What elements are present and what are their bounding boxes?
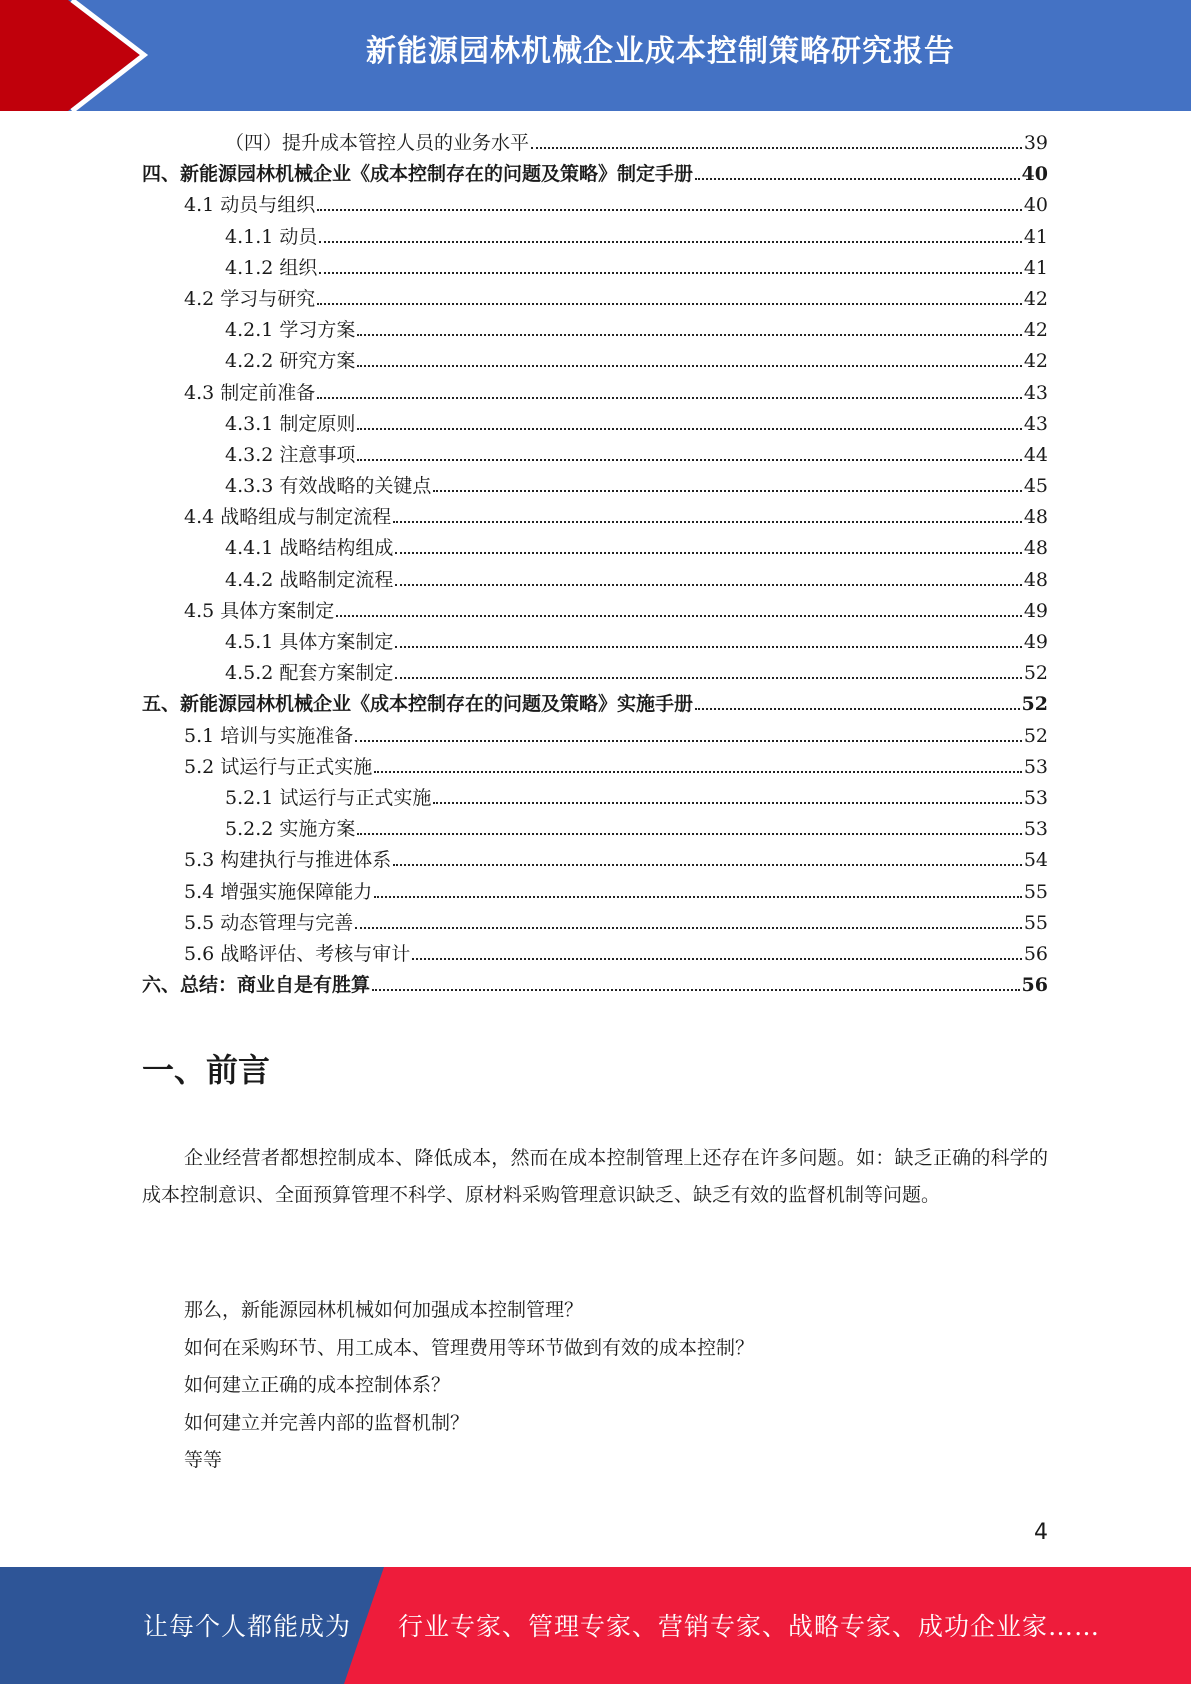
toc-entry-page: 42 [1023, 350, 1048, 373]
toc-leader-dots [433, 486, 1021, 492]
toc-entry[interactable] [142, 159, 1048, 190]
toc-leader-dots [319, 268, 1021, 274]
question-list [142, 1292, 1048, 1480]
toc-entry-title: 4.2.1 学习方案 [225, 319, 356, 342]
toc-leader-dots [317, 299, 1022, 305]
toc-entry[interactable] [142, 190, 1048, 221]
toc-entry-page: 41 [1023, 256, 1048, 279]
toc-leader-dots [531, 143, 1022, 149]
toc-entry-page: 43 [1023, 412, 1048, 435]
toc-entry-title: 5.2 试运行与正式实施 [184, 755, 373, 778]
question-line: 如何建立并完善内部的监督机制？ [184, 1411, 470, 1434]
toc-entry-title: 5.2.1 试运行与正式实施 [225, 786, 432, 809]
toc-entry[interactable] [142, 284, 1048, 315]
toc-entry[interactable] [142, 471, 1048, 502]
toc-entry-title: 4.2.2 研究方案 [225, 350, 356, 373]
toc-entry-page: 48 [1023, 568, 1048, 591]
toc-entry-title: 4.3 制定前准备 [184, 381, 316, 404]
question-line: 如何在采购环节、用工成本、管理费用等环节做到有效的成本控制？ [184, 1336, 755, 1359]
toc-entry-title: 4.5 具体方案制定 [184, 599, 335, 622]
toc-entry-page: 43 [1023, 381, 1048, 404]
toc-entry-title: 5.3 构建执行与推进体系 [184, 849, 392, 872]
toc-leader-dots [357, 455, 1021, 461]
toc-entry[interactable] [142, 440, 1048, 471]
toc-entry[interactable] [142, 814, 1048, 845]
toc-entry-title: 5.5 动态管理与完善 [184, 911, 354, 934]
toc-entry-title: 4.5.2 配套方案制定 [225, 662, 394, 685]
toc-entry-page: 40 [1021, 163, 1048, 186]
toc-leader-dots [319, 237, 1021, 243]
toc-entry[interactable] [142, 533, 1048, 564]
toc-entry-page: 54 [1023, 849, 1048, 872]
toc-entry-title: 五、新能源园林机械企业《成本控制存在的问题及策略》实施手册 [142, 693, 694, 716]
toc-entry-page: 42 [1023, 287, 1048, 310]
toc-entry-page: 53 [1023, 786, 1048, 809]
toc-entry-title: 4.1 动员与组织 [184, 194, 316, 217]
toc-entry[interactable] [142, 378, 1048, 409]
toc-entry[interactable] [142, 627, 1048, 658]
toc-entry-title: 4.4.1 战略结构组成 [225, 537, 394, 560]
toc-entry-page: 52 [1023, 662, 1048, 685]
toc-leader-dots [395, 548, 1021, 554]
toc-entry-title: 4.1.1 动员 [225, 225, 318, 248]
toc-entry[interactable] [142, 752, 1048, 783]
toc-leader-dots [317, 393, 1022, 399]
page-header [0, 0, 1191, 111]
question-line: 如何建立正确的成本控制体系？ [184, 1374, 451, 1396]
toc-leader-dots [395, 673, 1021, 679]
toc-entry-title: 六、总结：商业自是有胜算 [142, 974, 371, 997]
question-line: 等等 [184, 1449, 223, 1471]
toc-entry-page: 44 [1023, 443, 1048, 466]
toc-entry-page: 52 [1021, 693, 1048, 716]
toc-leader-dots [357, 330, 1021, 336]
header-title: 新能源园林机械企业成本控制策略研究报告 [366, 34, 955, 69]
toc-entry-title: （四）提升成本管控人员的业务水平 [225, 132, 530, 154]
toc-entry-title: 4.1.2 组织 [225, 256, 318, 279]
toc-entry-title: 5.4 增强实施保障能力 [184, 880, 373, 903]
toc-entry-page: 55 [1023, 911, 1048, 934]
toc-entry[interactable] [142, 409, 1048, 440]
toc-leader-dots [357, 424, 1021, 430]
toc-entry-title: 4.2 学习与研究 [184, 287, 316, 310]
toc-entry-page: 52 [1023, 724, 1048, 747]
toc-leader-dots [372, 985, 1020, 991]
toc-entry[interactable] [142, 721, 1048, 752]
toc-entry-title: 4.5.1 具体方案制定 [225, 631, 394, 653]
toc-entry[interactable] [142, 658, 1048, 689]
toc-entry-title: 4.4 战略组成与制定流程 [184, 506, 392, 529]
toc-leader-dots [695, 174, 1020, 180]
intro-paragraph: 企业经营者都想控制成本、降低成本，然而在成本控制管理上还存在许多问题。如：缺乏正确的科学的成本控制意识、全面预算管理不科学、原材料采购管理意识缺乏、缺乏有效的监督机制等问题。 [142, 1147, 1048, 1206]
toc-entry[interactable] [142, 689, 1048, 720]
toc-entry-title: 4.3.1 制定原则 [225, 412, 356, 435]
toc-entry[interactable] [142, 845, 1048, 876]
toc-entry-title: 4.3.3 有效战略的关键点 [225, 475, 432, 498]
toc-leader-dots [317, 205, 1022, 211]
toc-entry-title: 4.3.2 注意事项 [225, 443, 356, 466]
toc-entry-page: 48 [1023, 506, 1048, 529]
toc-entry[interactable] [142, 315, 1048, 346]
toc-entry-title: 四、新能源园林机械企业《成本控制存在的问题及策略》制定手册 [142, 163, 694, 186]
table-of-contents [142, 128, 1048, 1001]
toc-leader-dots [374, 767, 1022, 773]
toc-leader-dots [393, 517, 1022, 523]
toc-entry-page: 56 [1021, 974, 1048, 997]
toc-entry-page: 49 [1023, 631, 1048, 653]
toc-leader-dots [695, 704, 1020, 710]
toc-entry-title: 5.2.2 实施方案 [225, 818, 356, 841]
toc-entry[interactable] [142, 877, 1048, 908]
toc-leader-dots [433, 798, 1021, 804]
toc-entry-page: 49 [1023, 599, 1048, 622]
toc-entry-page: 53 [1023, 818, 1048, 841]
toc-entry-page: 41 [1023, 225, 1048, 248]
page-number: 4 [1034, 1520, 1048, 1545]
toc-entry-page: 56 [1023, 942, 1048, 965]
toc-entry[interactable] [142, 128, 1048, 159]
toc-entry-page: 39 [1023, 132, 1048, 154]
toc-entry[interactable] [142, 565, 1048, 596]
toc-leader-dots [395, 580, 1021, 586]
toc-entry[interactable] [142, 253, 1048, 284]
section-heading: 一、前言 [142, 1051, 271, 1089]
footer-slogan-left: 让每个人都能成为 [143, 1612, 352, 1641]
page-footer [0, 1567, 1191, 1684]
toc-entry-page: 42 [1023, 319, 1048, 342]
toc-leader-dots [374, 892, 1022, 898]
header-chevron-icon [0, 0, 160, 111]
toc-entry-page: 40 [1023, 194, 1048, 217]
toc-entry[interactable] [142, 970, 1048, 1001]
toc-entry-page: 53 [1023, 755, 1048, 778]
question-line: 那么，新能源园林机械如何加强成本控制管理？ [184, 1299, 584, 1321]
toc-leader-dots [357, 829, 1021, 835]
toc-entry-page: 48 [1023, 537, 1048, 560]
toc-entry[interactable] [142, 346, 1048, 377]
toc-entry-title: 4.4.2 战略制定流程 [225, 568, 394, 591]
toc-entry[interactable] [142, 596, 1048, 627]
toc-entry[interactable] [142, 222, 1048, 253]
toc-entry-title: 5.6 战略评估、考核与审计 [184, 942, 411, 965]
toc-entry-title: 5.1 培训与实施准备 [184, 724, 354, 747]
toc-leader-dots [355, 923, 1022, 929]
toc-leader-dots [412, 954, 1022, 960]
toc-entry[interactable] [142, 502, 1048, 533]
toc-entry-page: 45 [1023, 475, 1048, 498]
toc-leader-dots [357, 361, 1021, 367]
footer-slogan-right: 行业专家、管理专家、营销专家、战略专家、成功企业家…… [398, 1612, 1101, 1641]
toc-entry[interactable] [142, 908, 1048, 939]
toc-entry[interactable] [142, 783, 1048, 814]
toc-leader-dots [393, 860, 1022, 866]
toc-leader-dots [355, 736, 1022, 742]
toc-entry[interactable] [142, 939, 1048, 970]
toc-leader-dots [395, 642, 1021, 648]
toc-leader-dots [336, 611, 1022, 617]
toc-entry-page: 55 [1023, 880, 1048, 903]
